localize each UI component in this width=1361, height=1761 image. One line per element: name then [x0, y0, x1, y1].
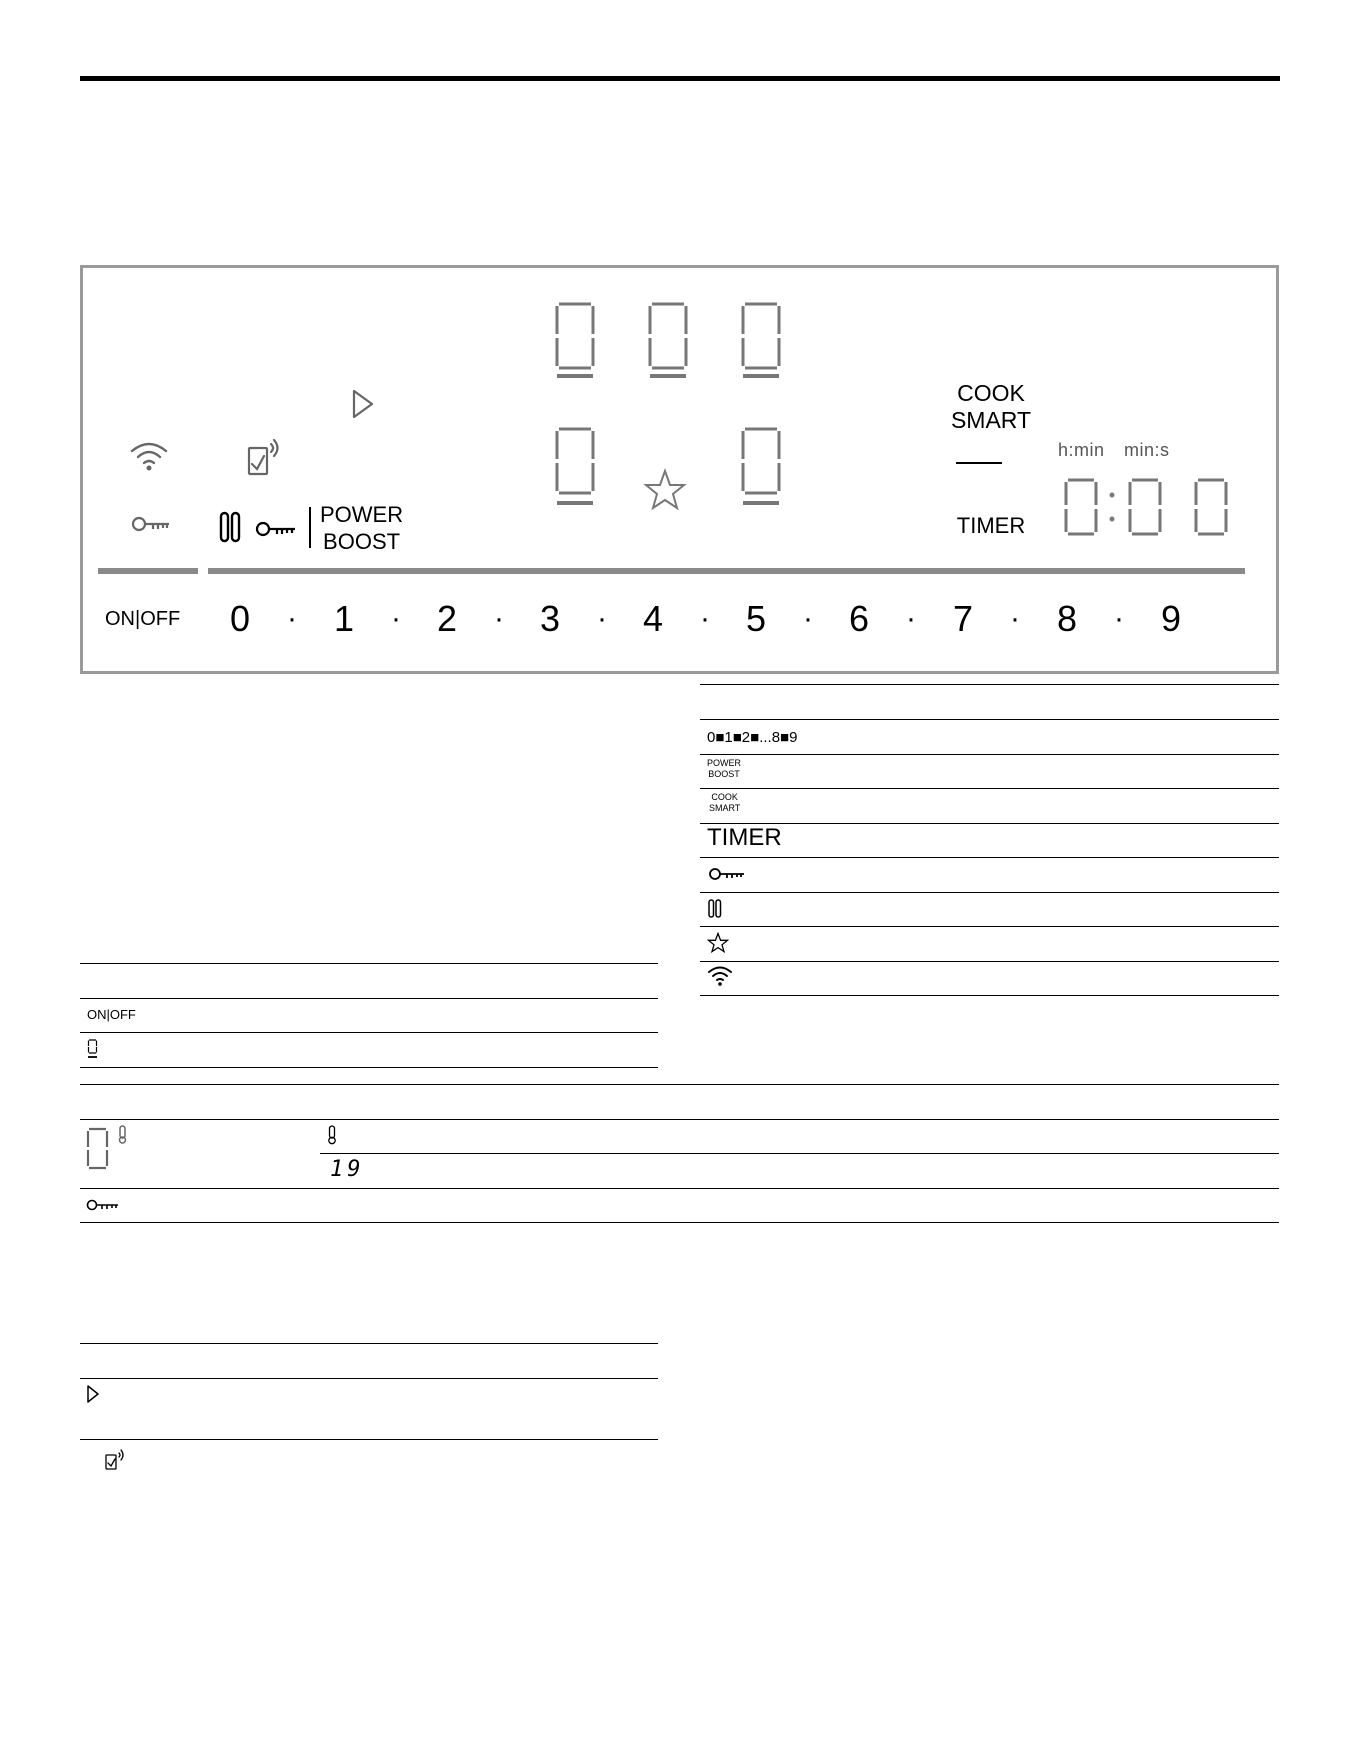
- cook-smart-legend: COOK SMART: [709, 792, 741, 813]
- table-rule: [80, 1378, 658, 1379]
- bottom-display-2: [743, 429, 779, 503]
- table-rule: [700, 788, 1279, 789]
- star-icon: [643, 468, 687, 512]
- power-boost-legend: POWER BOOST: [707, 758, 742, 779]
- table-rule: [700, 754, 1279, 755]
- table-rule: [700, 857, 1279, 858]
- timer-display: [1060, 476, 1240, 540]
- table-rule: [80, 1188, 1279, 1189]
- on-off-button[interactable]: ON|OFF: [105, 608, 181, 630]
- cook-smart-label[interactable]: COOK SMART: [950, 380, 1032, 433]
- key-icon: [708, 866, 746, 882]
- play-icon: [86, 1384, 100, 1404]
- power-boost-label[interactable]: POWER BOOST: [320, 502, 404, 554]
- remote-start-icon: [104, 1449, 126, 1471]
- play-icon: [350, 388, 376, 420]
- wifi-icon: [707, 965, 733, 987]
- star-icon: [707, 932, 729, 954]
- table-rule: [700, 823, 1279, 824]
- power-level-bar: [208, 568, 1245, 574]
- table-rule: [700, 892, 1279, 893]
- header-rule: [80, 76, 1280, 81]
- table-rule: [700, 719, 1279, 720]
- wifi-icon: [129, 440, 169, 472]
- on-off-legend: ON|OFF: [87, 1007, 136, 1022]
- scale-legend: 0■1■2■...8■9: [707, 729, 798, 746]
- temperature-display-icon: [84, 1125, 130, 1173]
- top-display-2: [650, 304, 686, 376]
- table-rule: [80, 1084, 1279, 1085]
- bottom-display-row: [551, 423, 851, 505]
- table-rule: [80, 1222, 1279, 1223]
- hmin-label: h:min: [1058, 440, 1105, 460]
- key-icon: [131, 515, 171, 533]
- table-rule: [80, 998, 658, 999]
- table-rule: [700, 926, 1279, 927]
- table-rule: [80, 1032, 658, 1033]
- on-off-bar: [98, 568, 198, 574]
- top-display-row: [551, 298, 851, 378]
- power-level-scale: 0 · 1 · 2 · 3 · 4 · 5 · 6 · 7 · 8 · 9: [229, 598, 1182, 639]
- top-display-3: [743, 304, 779, 376]
- table-rule: [700, 684, 1279, 685]
- minsec-label: min:s: [1124, 440, 1170, 460]
- timer-label[interactable]: TIMER: [956, 513, 1026, 538]
- key-icon: [255, 520, 297, 538]
- timer-legend: TIMER: [707, 824, 782, 851]
- table-rule: [700, 961, 1279, 962]
- pause-icon: [219, 511, 243, 543]
- table-rule: [80, 1343, 658, 1344]
- key-icon: [86, 1198, 120, 1212]
- cook-timer-divider: [956, 462, 1002, 464]
- pause-icon: [708, 899, 722, 919]
- thermometer-icon: [326, 1125, 338, 1145]
- bottom-display-1: [557, 429, 593, 503]
- table-rule: [80, 1067, 658, 1068]
- table-rule: [80, 963, 658, 964]
- control-panel: [80, 265, 1279, 674]
- table-rule: [80, 1119, 1279, 1120]
- table-rule: [80, 1439, 658, 1440]
- power-boost-divider: [309, 507, 311, 548]
- segment-display-icon: [87, 1038, 99, 1060]
- table-rule: [700, 995, 1279, 996]
- table-rule: [320, 1153, 1279, 1154]
- remote-start-icon: [243, 436, 285, 478]
- readout-value: 19: [330, 1157, 365, 1182]
- top-display-1: [557, 304, 593, 376]
